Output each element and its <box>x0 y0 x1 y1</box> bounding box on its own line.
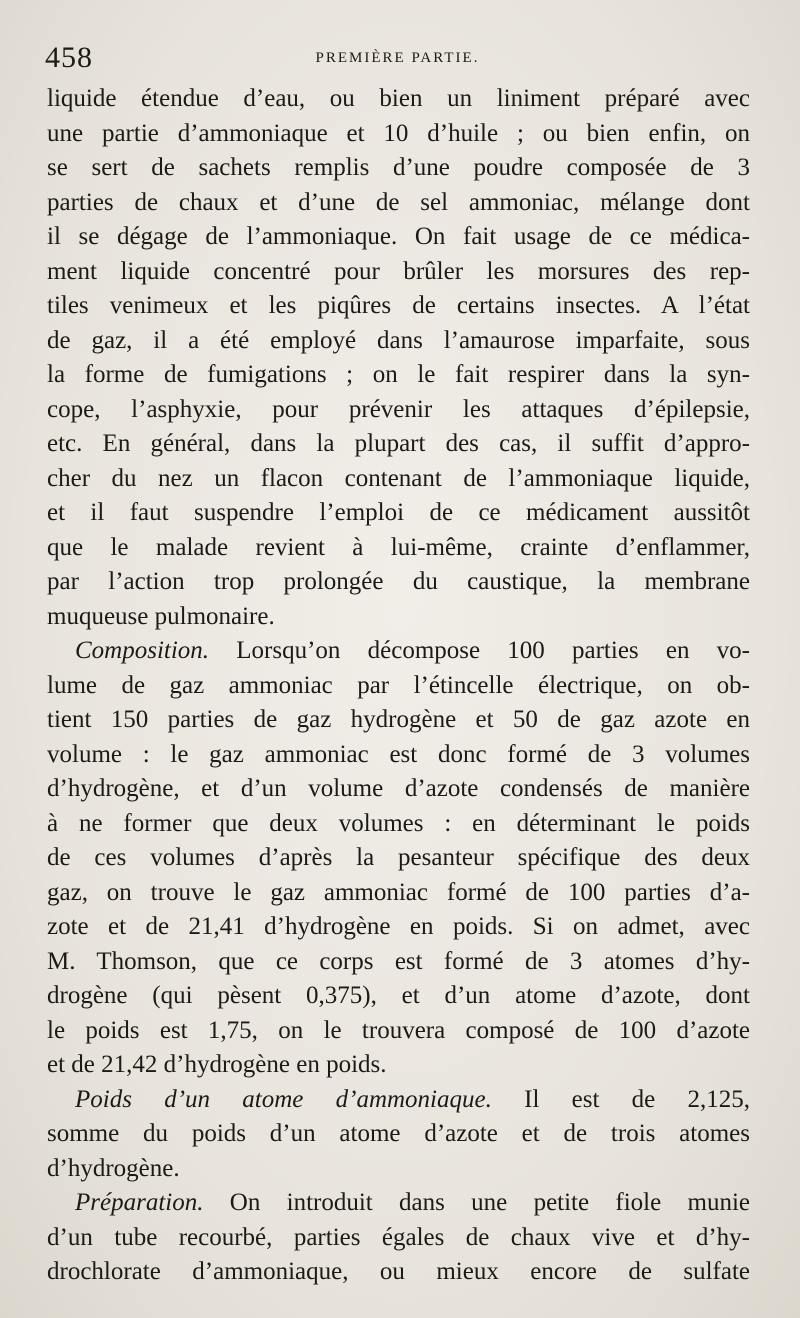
text-line: etc. En général, dans la plupart des cas, il suffit d’appro- <box>47 430 750 457</box>
text-line: somme du poids d’un atome d’azote et de trois atomes <box>47 1120 750 1147</box>
text-line: se sert de sachets remplis d’une poudre composée de 3 <box>47 154 750 181</box>
main-text <box>47 82 750 1290</box>
text-line: gaz, on trouve le gaz ammoniac formé de 100 parties d’a- <box>47 878 750 906</box>
composition-paragraph-first-line <box>47 634 750 669</box>
text-line: zote et de 21,41 d’hydrogène en poids. Si on admet, avec <box>47 913 750 940</box>
text-line: d’un tube recourbé, parties égales de chaux vive et d’hy- <box>47 1223 750 1251</box>
preparation-paragraph-first-line <box>47 1186 750 1221</box>
text-line: d’hydrogène. <box>47 1154 180 1182</box>
text-line: volume : le gaz ammoniac est donc formé de 3 volumes <box>47 740 750 768</box>
text-line: M. Thomson, que ce corps est formé de 3 atomes d’hy- <box>47 947 750 975</box>
text-line: tient 150 parties de gaz hydrogène et 50 de gaz azote en <box>47 706 750 733</box>
text-line: et il faut suspendre l’emploi de ce médicament aussitôt <box>47 499 750 526</box>
text-line: cope, l’asphyxie, pour prévenir les attaques d’épilepsie, <box>47 395 750 423</box>
text-line: drogène (qui pèsent 0,375), et d’un atome d’azote, dont <box>47 982 750 1009</box>
text-line: de ces volumes d’après la pesanteur spécifique des deux <box>47 844 750 871</box>
preparation-heading: Préparation. <box>75 1189 204 1216</box>
composition-heading: Composition. <box>75 637 210 664</box>
text-line: par l’action trop prolongée du caustique, la membrane <box>47 568 750 595</box>
text-line: à ne former que deux volumes : en déterminant le poids <box>47 809 750 837</box>
text-line: liquide étendue d’eau, ou bien un liniment préparé avec <box>47 85 750 112</box>
text-line: tiles venimeux et les piqûres de certains insectes. A l’état <box>47 292 750 319</box>
text-line: Lorsqu’on décompose 100 parties en vo- <box>236 637 750 664</box>
text-line: et de 21,42 d’hydrogène en poids. <box>47 1051 387 1078</box>
text-line: lume de gaz ammoniac par l’étincelle électrique, on ob- <box>47 671 750 699</box>
text-line: On introduit dans une petite fiole munie <box>229 1189 751 1216</box>
text-line: de gaz, il a été employé dans l’amaurose imparfaite, sous <box>47 326 750 354</box>
text-line: le poids est 1,75, on le trouvera composé de 100 d’azote <box>47 1016 750 1044</box>
text-line: ment liquide concentré pour brûler les morsures des rep- <box>47 257 750 285</box>
running-title: PREMIÈRE PARTIE. <box>315 50 480 66</box>
text-line: une partie d’ammoniaque et 10 d’huile ; ou bien enfin, on <box>47 119 750 147</box>
text-line: il se dégage de l’ammoniaque. On fait usage de ce médica- <box>47 223 750 250</box>
text-line: parties de chaux et d’une de sel ammoniac, mélange dont <box>47 188 750 216</box>
page-number: 458 <box>45 41 93 74</box>
text-line: d’hydrogène, et d’un volume d’azote condensés de manière <box>47 775 750 802</box>
atom-paragraph-first-line <box>47 1083 750 1118</box>
text-line: drochlorate d’ammoniaque, ou mieux encore de sulfate <box>47 1258 750 1285</box>
text-line: Il est de 2,125, <box>524 1085 751 1113</box>
text-line: que le malade revient à lui-même, crainte d’enflammer, <box>47 533 750 561</box>
atom-heading: Poids d’un atome d’ammoniaque. <box>75 1085 492 1113</box>
text-line: muqueuse pulmonaire. <box>47 602 275 630</box>
page-header <box>45 38 750 78</box>
text-line: la forme de fumigations ; on le fait respirer dans la syn- <box>47 361 750 388</box>
text-line: cher du nez un flacon contenant de l’ammoniaque liquide, <box>47 464 750 492</box>
